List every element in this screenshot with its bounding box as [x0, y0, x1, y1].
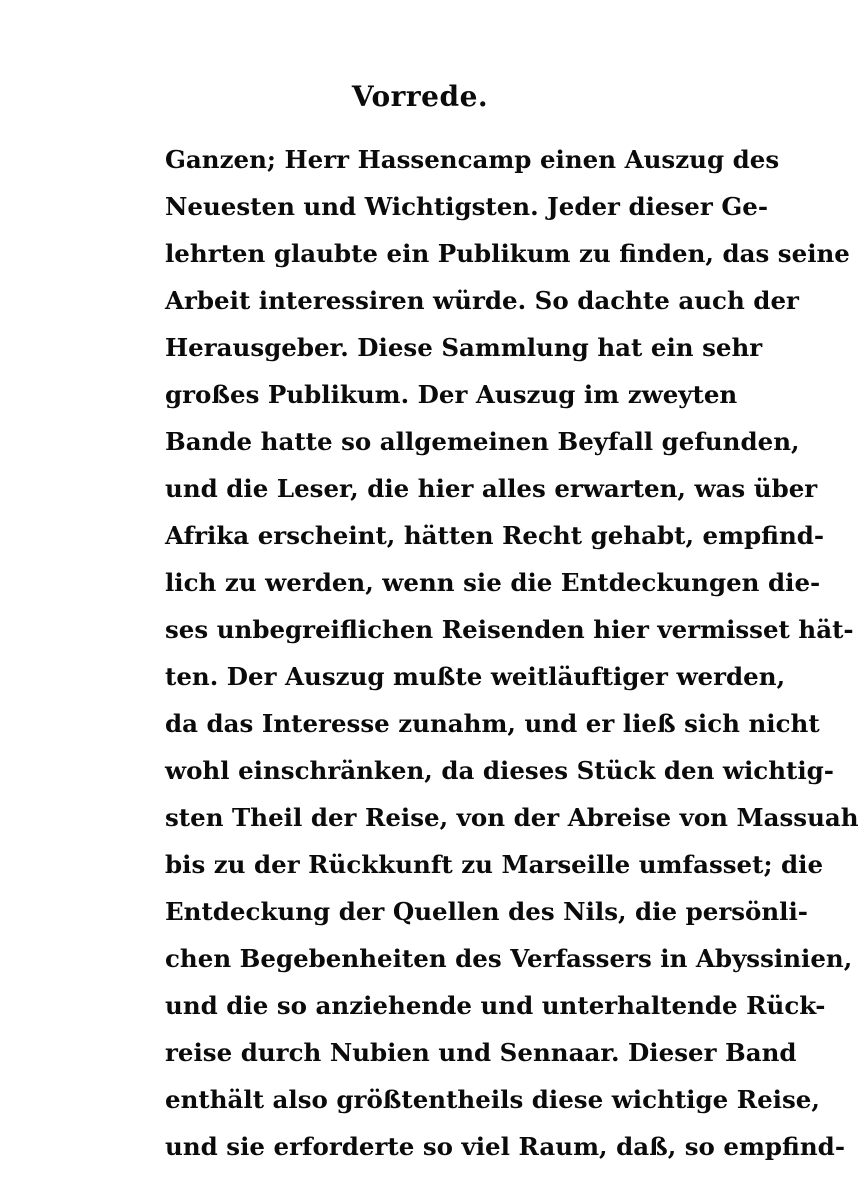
text-line: Ganzen; Herr Hassencamp einen Auszug des: [165, 145, 780, 174]
text-line: Herausgeber. Diese Sammlung hat ein sehr: [165, 333, 763, 362]
text-line: enthält also größtentheils diese wichtige Reise,: [165, 1085, 820, 1114]
text-line: bis zu der Rückkunft zu Marseille umfasset; die: [165, 850, 824, 879]
text-line: ten. Der Auszug mußte weitläuftiger werden,: [165, 662, 786, 691]
text-line: lehrten glaubte ein Publikum zu finden, das seine: [165, 239, 850, 268]
text-line: sten Theil der Reise, von der Abreise von Massuah: [165, 803, 859, 832]
text-line: Bande hatte so allgemeinen Beyfall gefunden,: [165, 427, 800, 456]
text-line: Arbeit interessiren würde. So dachte auch der: [165, 286, 799, 315]
text-line: ses unbegreiflichen Reisenden hier vermisset hät-: [165, 615, 854, 644]
text-line: chen Begebenheiten des Verfassers in Abyssinien,: [165, 944, 853, 973]
text-line: großes Publikum. Der Auszug im zweyten: [165, 380, 738, 409]
text-line: Neuesten und Wichtigsten. Jeder dieser Ge-: [165, 192, 769, 221]
text-line: wohl einschränken, da dieses Stück den wichtig-: [165, 756, 834, 785]
text-line: und die Leser, die hier alles erwarten, was über: [165, 474, 818, 503]
text-line: reise durch Nubien und Sennaar. Dieser Band: [165, 1038, 797, 1067]
text-line: da das Interesse zunahm, und er ließ sich nicht: [165, 709, 820, 738]
text-line: und die so anziehende und unterhaltende Rück-: [165, 991, 826, 1020]
text-line: Afrika erscheint, hätten Recht gehabt, empfind-: [165, 521, 825, 550]
text-line: und sie erforderte so viel Raum, daß, so empfind-: [165, 1132, 845, 1161]
text-line: Entdeckung der Quellen des Nils, die persönli-: [165, 897, 808, 926]
body-text: [165, 136, 859, 1170]
running-head: Vorrede.: [351, 80, 489, 113]
text-line: lich zu werden, wenn sie die Entdeckungen die-: [165, 568, 821, 597]
